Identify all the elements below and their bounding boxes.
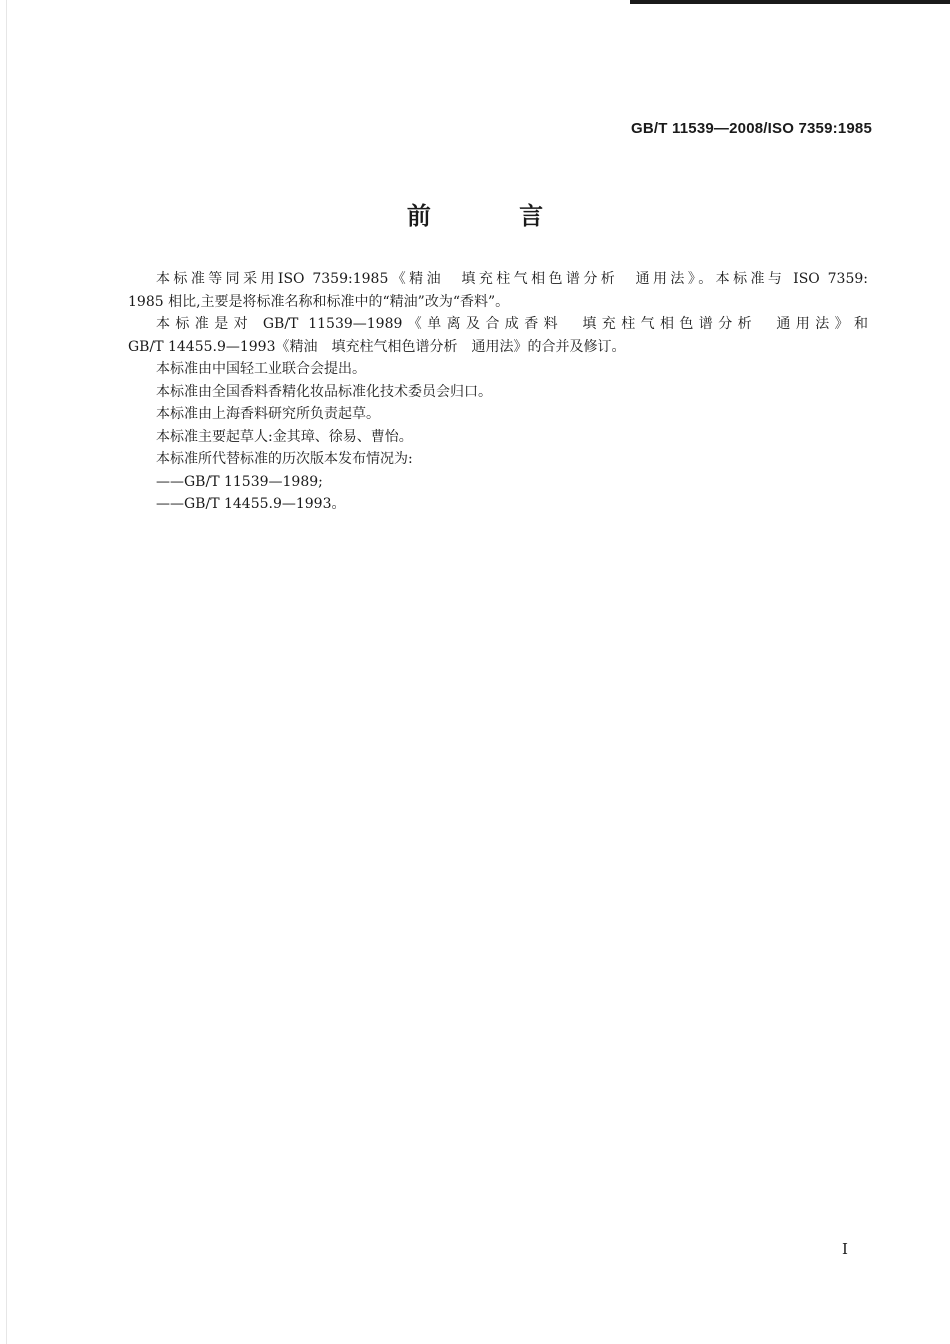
paragraph-drafted-by: 本标准由上海香料研究所负责起草。 bbox=[156, 406, 380, 422]
paragraph-previous-editions: 本标准所代替标准的历次版本发布情况为: bbox=[156, 451, 413, 467]
page-number: I bbox=[842, 1240, 848, 1258]
standard-code: GB/T 11539—2008/ISO 7359:1985 bbox=[631, 120, 872, 137]
paragraph-revision-line-1: 本标准是对 GB/T 11539—1989《单离及合成香料 填充柱气相色谱分析 通用法》和 bbox=[156, 316, 868, 332]
paragraph-adoption-line-1: 本标准等同采用ISO 7359:1985《精油 填充柱气相色谱分析 通用法》。本标准与 ISO 7359: bbox=[156, 271, 868, 287]
paragraph-main-drafters: 本标准主要起草人:金其璋、徐易、曹怡。 bbox=[156, 428, 413, 445]
paragraph-revision-line-2: GB/T 14455.9—1993《精油 填充柱气相色谱分析 通用法》的合并及修订。 bbox=[128, 338, 626, 355]
page-title: 前 言 bbox=[406, 202, 584, 230]
paragraph-adoption-line-2: 1985 相比,主要是将标准名称和标准中的“精油”改为“香料”。 bbox=[128, 293, 510, 310]
list-item-previous-edition-2: ——GB/T 14455.9—1993。 bbox=[156, 496, 346, 512]
paragraph-under-jurisdiction: 本标准由全国香料香精化妆品标准化技术委员会归口。 bbox=[156, 383, 492, 400]
list-item-previous-edition-1: ——GB/T 11539—1989; bbox=[156, 473, 323, 490]
top-border-rule bbox=[630, 0, 950, 4]
paragraph-proposed-by: 本标准由中国轻工业联合会提出。 bbox=[156, 361, 366, 377]
foreword-body bbox=[128, 268, 868, 516]
